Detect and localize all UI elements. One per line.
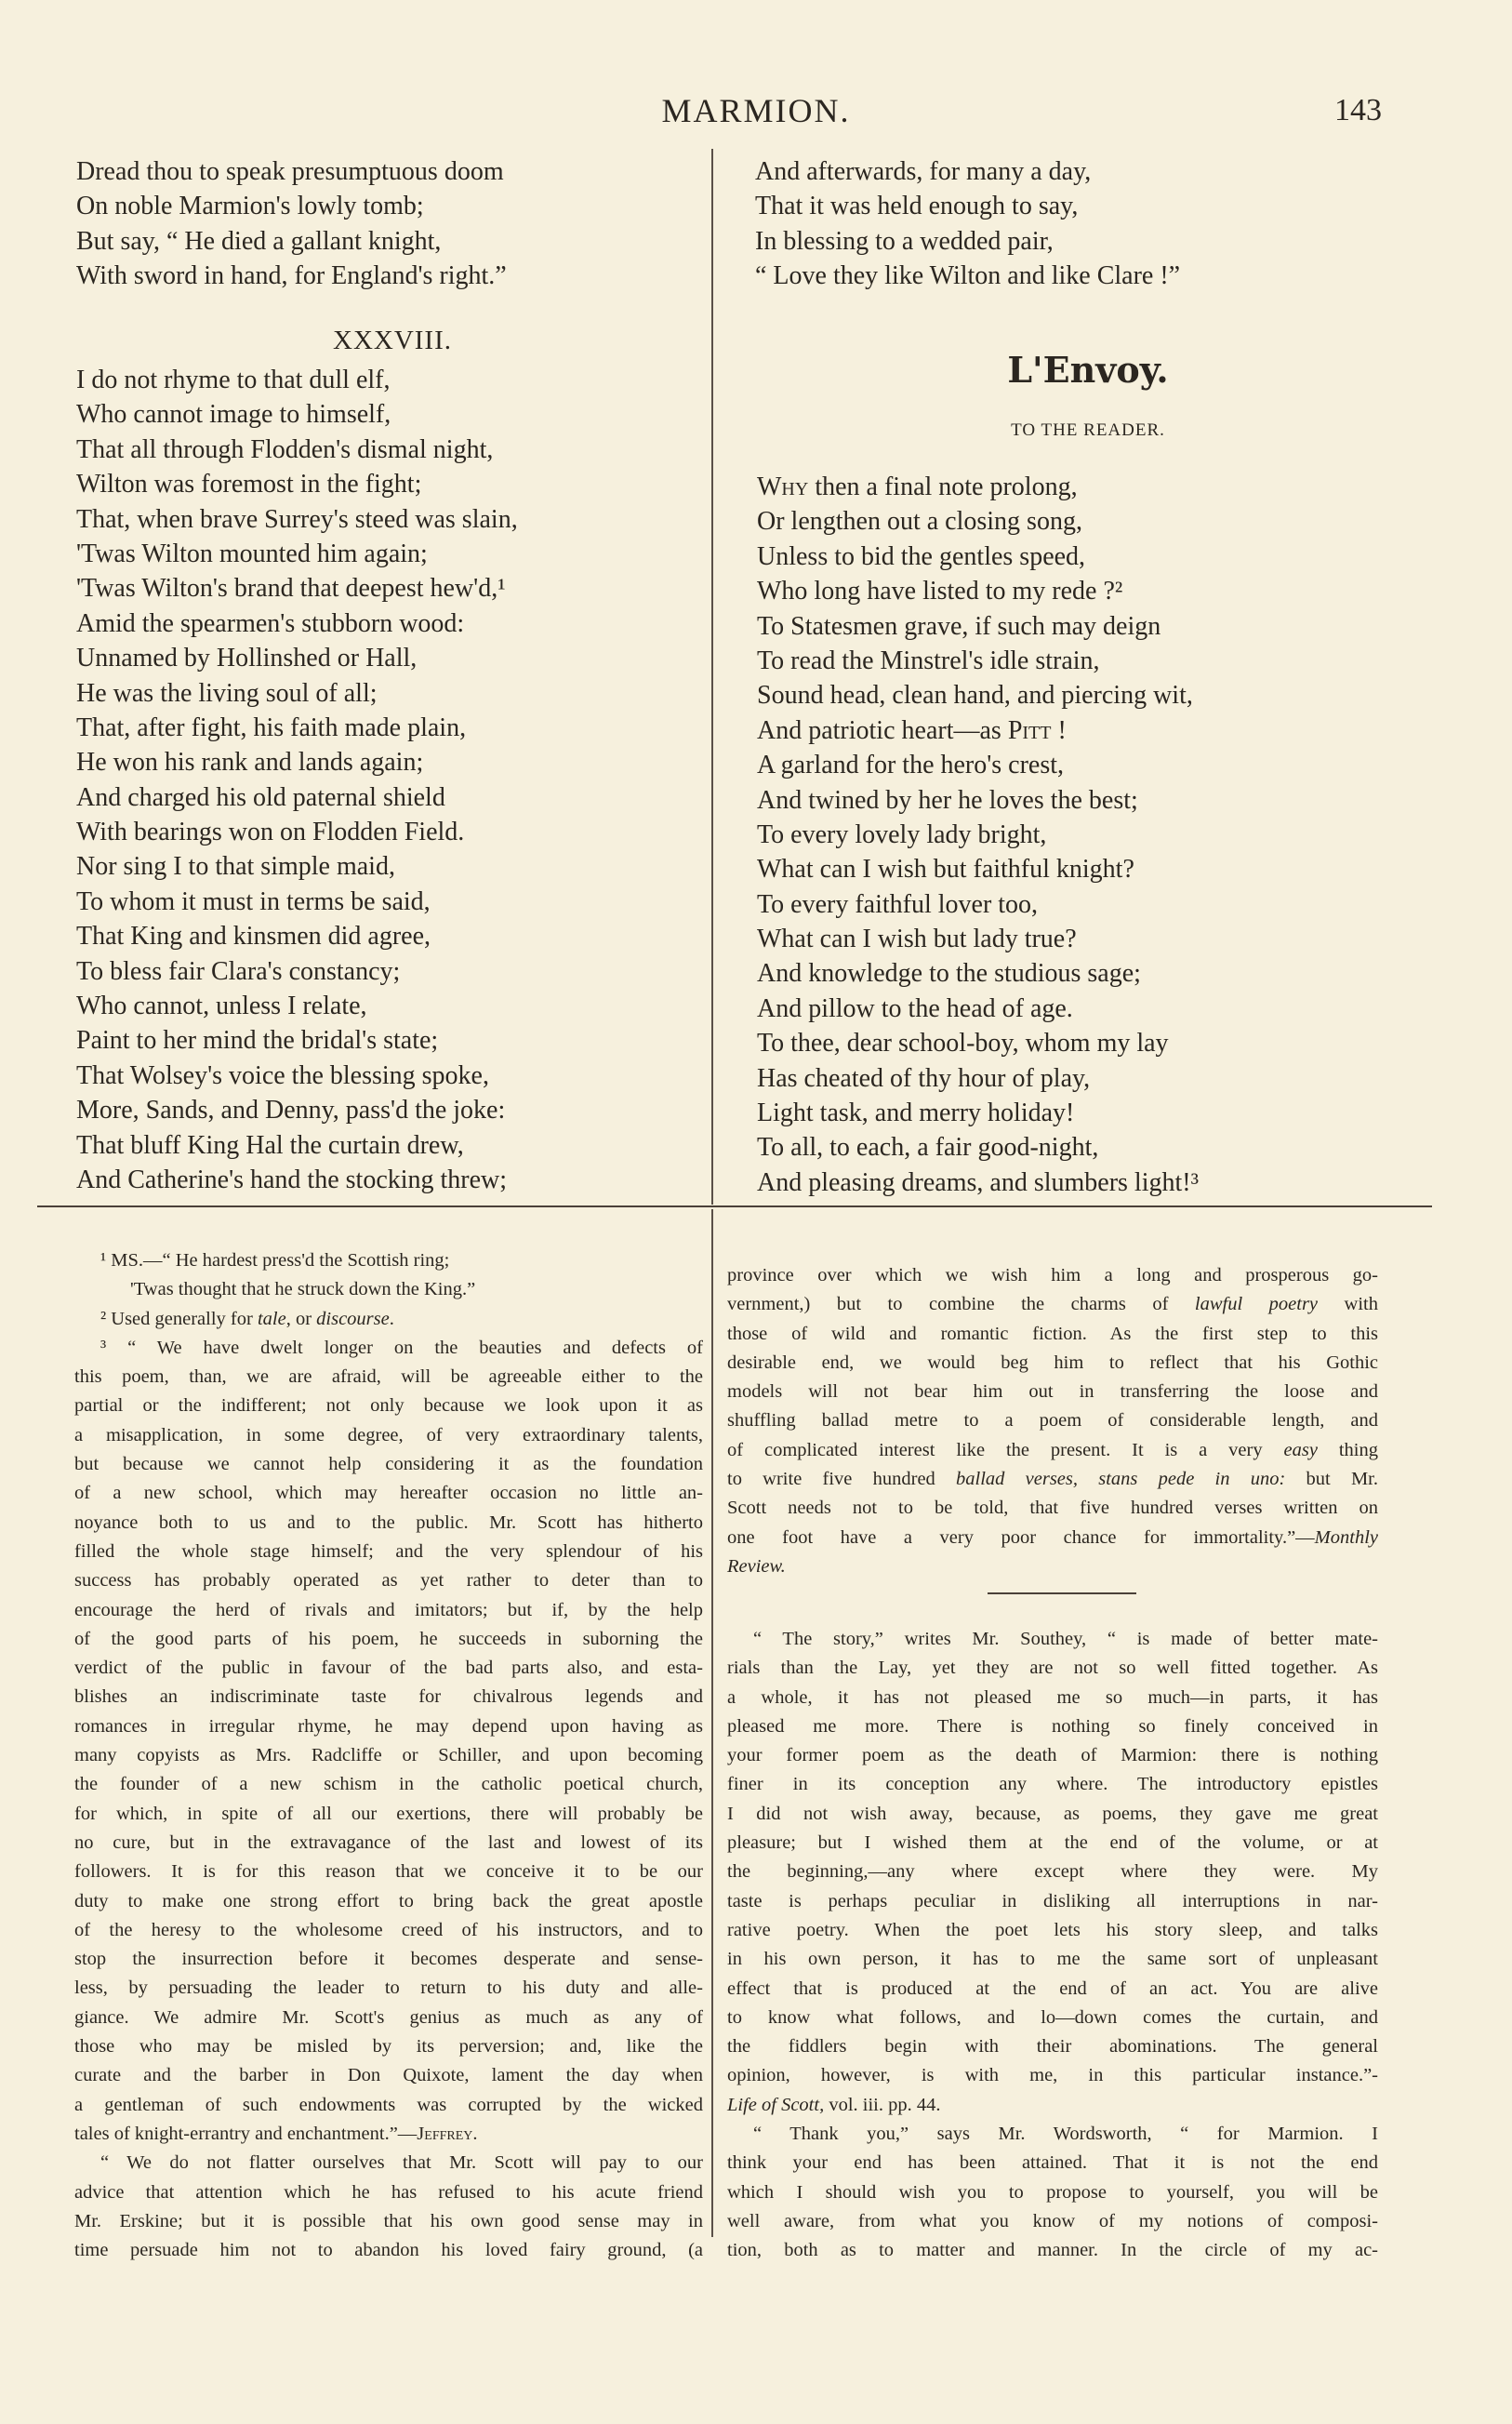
poem-line: What can I wish but lady true?: [757, 925, 1077, 954]
footnote-line: taste is perhaps peculiar in disliking all interruptions in nar-: [727, 1890, 1378, 1911]
poem-line: Or lengthen out a closing song,: [757, 507, 1082, 537]
footnote-3-line: no cure, but in the extravagance of the last and lowest of its: [74, 1831, 703, 1853]
poem-line: Dread thou to speak presumptuous doom: [76, 157, 504, 186]
poem-line: Nor sing I to that simple maid,: [76, 852, 395, 882]
footnote-line: a whole, it has not pleased me so much—in parts, it has: [727, 1686, 1378, 1708]
footnote-3-line: giance. We admire Mr. Scott's genius as much as any of: [74, 2006, 703, 2028]
poem-line: He won his rank and lands again;: [76, 748, 424, 778]
footnote-3-line: romances in irregular rhyme, he may depend upon having as: [74, 1715, 703, 1737]
poem-line: To whom it must in terms be said,: [76, 886, 431, 916]
footnote-3-line: curate and the barber in Don Quixote, lament the day when: [74, 2065, 703, 2086]
footnote-3-line: success has probably operated as yet rather to deter than to: [74, 1570, 703, 1592]
poem-line: Amid the spearmen's stubborn wood:: [76, 608, 465, 638]
envoy-title: L'Envoy.: [1007, 349, 1169, 391]
footnote-line: which I should wish you to propose to yourself, you will be: [727, 2181, 1378, 2203]
footnote-3-line: ³ “ We have dwelt longer on the beauties and defects of: [100, 1337, 703, 1358]
footnote-line: tion, both as to matter and manner. In the circle of my ac-: [727, 2240, 1378, 2261]
footnote-3-line: “ We do not flatter ourselves that Mr. Scott will pay to our: [100, 2152, 703, 2174]
poem-line: And charged his old paternal shield: [76, 782, 445, 812]
footnote-3-line: stop the insurrection before it becomes desperate and sense-: [74, 1949, 703, 1970]
footnote-line: effect that is produced at the end of an act. You are alive: [727, 1978, 1378, 1999]
footnote-line: opinion, however, is with me, in this particular instance.”-: [727, 2065, 1378, 2086]
footnote-3-line: but because we cannot help considering it as the foundation: [74, 1454, 703, 1475]
footnote-section-rule: [988, 1592, 1136, 1594]
footnote-1-line: ¹ MS.—“ He hardest press'd the Scottish ring;: [100, 1250, 450, 1271]
poem-line: That all through Flodden's dismal night,: [76, 434, 494, 464]
footnote-3-line: blishes an indiscriminate taste for chivalrous legends and: [74, 1686, 703, 1708]
drop-word: Why: [757, 473, 809, 501]
footnotes-right: [727, 1261, 1378, 1581]
poem-line: Unless to bid the gentles speed,: [757, 541, 1086, 571]
poem-line: To Statesmen grave, if such may deign: [757, 611, 1161, 641]
footnote-line: well aware, from what you know of my notions of composi-: [727, 2210, 1378, 2231]
poem-line: A garland for the hero's crest,: [757, 751, 1065, 780]
footnote-line: models will not bear him out in transferring the loose and: [727, 1381, 1378, 1403]
footnote-3-line: those who may be misled by its perversion; and, like the: [74, 2036, 703, 2058]
footnote-line: “ The story,” writes Mr. Southey, “ is made of better mate-: [753, 1629, 1378, 1649]
footnotes-left: [74, 1246, 703, 2265]
poem-line: To read the Minstrel's idle strain,: [757, 646, 1100, 675]
poem-line: Has cheated of thy hour of play,: [757, 1063, 1091, 1093]
poem-line: And afterwards, for many a day,: [755, 157, 1092, 186]
pitt-name: Pitt: [1007, 715, 1052, 745]
column-divider-upper: [711, 149, 713, 1205]
poem-line: 'Twas Wilton's brand that deepest hew'd,¹: [76, 574, 506, 604]
footnote-3-line: tales of knight-errantry and enchantment.”—Jeffrey.: [74, 2123, 478, 2144]
poem-line: But say, “ He died a gallant knight,: [76, 226, 442, 256]
canto-heading: XXXVIII.: [333, 326, 452, 355]
footnote-line: pleased me more. There is nothing so finely conceived in: [727, 1715, 1378, 1737]
column-divider-lower: [711, 1209, 713, 2237]
footnote-line: those of wild and romantic fiction. As the first step to this: [727, 1323, 1378, 1344]
footnote-line: your former poem as the death of Marmion: there is nothing: [727, 1745, 1378, 1766]
poem-right-stanza-end: [755, 154, 1180, 294]
poem-line: That Wolsey's voice the blessing spoke,: [76, 1060, 489, 1090]
poem-line: Who cannot, unless I relate,: [76, 992, 367, 1021]
page-number: 143: [1334, 93, 1382, 127]
envoy-subtitle: TO THE READER.: [1011, 420, 1165, 440]
poem-line: And pleasing dreams, and slumbers light!³: [757, 1167, 1199, 1197]
poem-line: That it was held enough to say,: [755, 192, 1079, 221]
poem-line: That bluff King Hal the curtain drew,: [76, 1130, 464, 1160]
poem-line: More, Sands, and Denny, pass'd the joke:: [76, 1096, 506, 1125]
poem-line: Who cannot image to himself,: [76, 400, 391, 430]
footnote-2-line: ² Used generally for tale, or discourse.: [100, 1308, 394, 1329]
poem-line: On noble Marmion's lowly tomb;: [76, 192, 424, 221]
footnote-line: finer in its conception any where. The introductory epistles: [727, 1774, 1378, 1795]
footnote-3-line: encourage the herd of rivals and imitators; but if, by the help: [74, 1599, 703, 1620]
footnote-3-line: filled the whole stage himself; and the very splendour of his: [74, 1540, 703, 1562]
poem-line: Who long have listed to my rede ?²: [757, 577, 1123, 606]
footnote-3-line: of the heresy to the wholesome creed of his instructors, and to: [74, 1919, 703, 1940]
poem-left-stanza-end: [76, 154, 507, 294]
footnote-line: rative poetry. When the poet lets his story sleep, and talks: [727, 1919, 1378, 1940]
footnote-line: “ Thank you,” says Mr. Wordsworth, “ for Marmion. I: [753, 2124, 1378, 2145]
footnote-3-line: a misapplication, in some degree, of very extraordinary talents,: [74, 1424, 703, 1445]
footnote-line: province over which we wish him a long and prosperous go-: [727, 1265, 1378, 1285]
footnote-3-line: less, by persuading the leader to return to his duty and alle-: [74, 1978, 703, 1999]
footnote-3-line: Mr. Erskine; but it is possible that his own good sense may in: [74, 2210, 703, 2231]
footnote-line: rials than the Lay, yet they are not so well fitted together. As: [727, 1658, 1378, 1679]
footnote-3-line: many copyists as Mrs. Radcliffe or Schiller, and upon becoming: [74, 1745, 703, 1766]
footnote-line: in his own person, it has to me the same sort of unpleasant: [727, 1949, 1378, 1970]
poem-line: He was the living soul of all;: [76, 678, 378, 708]
running-header-title: MARMION.: [661, 92, 851, 129]
poem-line: That, after fight, his faith made plain,: [76, 713, 467, 742]
footnote-3-line: duty to make one strong effort to bring back the great apostle: [74, 1890, 703, 1911]
poem-line: To bless fair Clara's constancy;: [76, 956, 401, 986]
footnote-3-line: the founder of a new schism in the catholic poetical church,: [74, 1774, 703, 1795]
poem-line: Sound head, clean hand, and piercing wit,: [757, 681, 1193, 711]
footnote-line: to know what follows, and lo—down comes the curtain, and: [727, 2006, 1378, 2028]
footnote-3-line: a gentleman of such endowments was corrupted by the wicked: [74, 2094, 703, 2115]
poem-line: To all, to each, a fair good-night,: [757, 1133, 1099, 1163]
footnote-3-line: time persuade him not to abandon his loved fairy ground, (a: [74, 2240, 703, 2261]
footnote-author: Jeffrey.: [417, 2123, 478, 2144]
footnote-line: vernment,) but to combine the charms of lawful poetry with: [727, 1294, 1378, 1315]
footnote-line: the fiddlers begin with their abominations. The general: [727, 2036, 1378, 2058]
footnote-3-line: noyance both to us and to the public. Mr. Scott has hitherto: [74, 1512, 703, 1533]
poem-line: And twined by her he loves the best;: [757, 785, 1138, 815]
footnote-3-line: for which, in spite of all our exertions, there will probably be: [74, 1803, 703, 1824]
poem-line: To every lovely lady bright,: [757, 819, 1047, 849]
southey-quote: [727, 1625, 1378, 2266]
footnote-line: shuffling ballad metre to a poem of considerable length, and: [727, 1410, 1378, 1432]
footnote-line: the beginning,—any where except where they were. My: [727, 1861, 1378, 1883]
poem-left-stanza: [76, 363, 518, 1197]
poem-line: That King and kinsmen did agree,: [76, 922, 431, 952]
poem-line: To every faithful lover too,: [757, 889, 1039, 919]
poem-line: Light task, and merry holiday!: [757, 1099, 1075, 1128]
footnote-3-line: of the good parts of his poem, he succeeds in suborning the: [74, 1628, 703, 1649]
footnote-line: Review.: [727, 1555, 786, 1577]
footnote-line: think your end has been attained. That it is not the end: [727, 2152, 1378, 2174]
footnote-line: pleasure; but I wished them at the end of the volume, or at: [727, 1832, 1378, 1854]
poem-line: Why then a final note prolong,: [757, 473, 1078, 501]
footnote-line: to write five hundred ballad verses, stans pede in uno: but Mr.: [727, 1469, 1378, 1490]
poem-line: And pillow to the head of age.: [757, 993, 1073, 1023]
footnote-line: one foot have a very poor chance for immortality.”—Monthly: [727, 1526, 1378, 1548]
poem-line: Wilton was foremost in the fight;: [76, 470, 422, 499]
footnote-line: of complicated interest like the present. It is a very easy thing: [727, 1439, 1378, 1460]
footnote-1-line: 'Twas thought that he struck down the King.”: [130, 1279, 476, 1300]
footnote-line: Scott needs not to be told, that five hundred verses written on: [727, 1498, 1378, 1519]
poem-line: That, when brave Surrey's steed was slain,: [76, 504, 518, 534]
footnote-3-line: this poem, than, we are afraid, will be agreeable either to the: [74, 1366, 703, 1388]
poem-line: Unnamed by Hollinshed or Hall,: [76, 644, 418, 673]
footnote-line: I did not wish away, because, as poems, they gave me great: [727, 1803, 1378, 1824]
footnote-3-line: advice that attention which he has refused to his acute friend: [74, 2181, 703, 2203]
footnote-3-line: partial or the indifferent; not only because we look upon it as: [74, 1395, 703, 1417]
poem-footnote-separator: [37, 1205, 1432, 1207]
poem-line: 'Twas Wilton mounted him again;: [76, 539, 428, 568]
footnote-line: desirable end, we would beg him to reflect that his Gothic: [727, 1352, 1378, 1373]
poem-line: What can I wish but faithful knight?: [757, 855, 1134, 885]
footnote-3-line: of a new school, which may hereafter occasion no little an-: [74, 1483, 703, 1504]
footnote-line: Life of Scott, vol. iii. pp. 44.: [727, 2094, 941, 2115]
poem-line: And Catherine's hand the stocking threw;: [76, 1165, 508, 1194]
poem-line: I do not rhyme to that dull elf,: [76, 366, 391, 394]
poem-line: “ Love they like Wilton and like Clare !”: [755, 261, 1181, 291]
poem-line: To thee, dear school-boy, whom my lay: [757, 1029, 1169, 1059]
poem-line: Paint to her mind the bridal's state;: [76, 1026, 439, 1056]
footnote-3-line: followers. It is for this reason that we conceive it to be our: [74, 1861, 703, 1883]
poem-line: In blessing to a wedded pair,: [755, 226, 1054, 256]
footnote-3-line: verdict of the public in favour of the bad parts also, and esta-: [74, 1658, 703, 1679]
poem-line: With sword in hand, for England's right.”: [76, 261, 507, 291]
poem-line: And patriotic heart—as Pitt !: [757, 715, 1067, 745]
poem-line: With bearings won on Flodden Field.: [76, 818, 465, 847]
envoy-poem: [757, 470, 1199, 1200]
poem-line: And knowledge to the studious sage;: [757, 959, 1141, 989]
